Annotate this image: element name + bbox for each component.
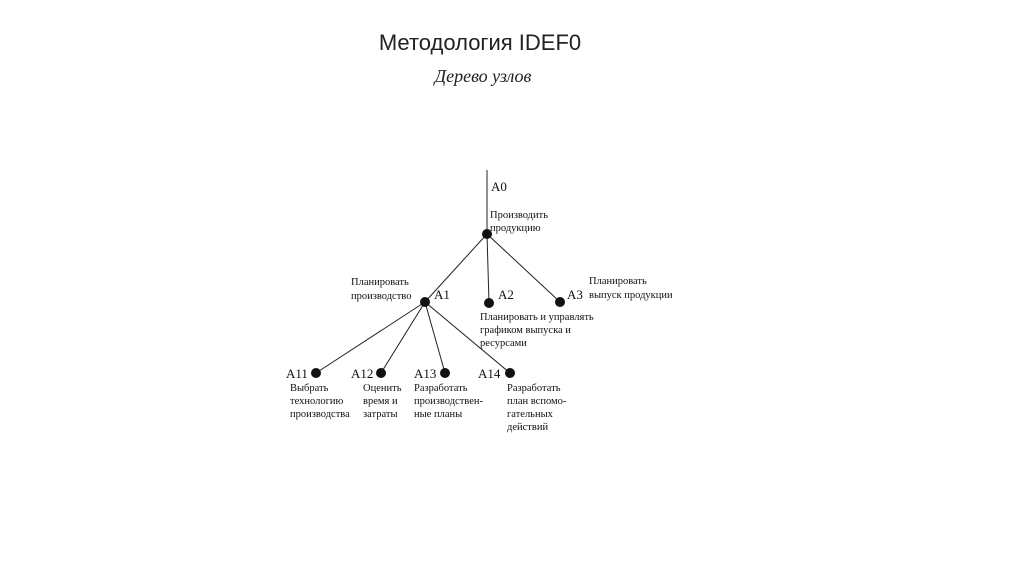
connector-a0-a2 [487,234,489,303]
node-a1 [420,297,430,307]
node-label-a3-line2: выпуск продукции [589,290,673,301]
node-label-a12-line3: затраты [363,409,398,420]
node-label-a14-line3: гательных [507,409,553,420]
node-a11 [311,368,321,378]
node-label-a13-line2: производствен- [414,396,483,407]
node-label-a12-line1: Оценить [363,383,402,394]
connector-a1-a11 [316,302,425,373]
node-a2 [484,298,494,308]
node-label-a1-line2: производство [351,291,412,302]
node-code-a14: A14 [478,366,501,381]
node-code-a0: A0 [491,179,507,194]
node-label-a3-line1: Планировать [589,276,647,287]
node-code-a12: A12 [351,366,374,381]
node-label-a2-line2: графиком выпуска и [480,325,571,336]
node-label-a14-line1: Разработать [507,383,561,394]
slide-title: Методология IDEF0 [378,30,582,55]
node-code-a11: A11 [286,366,308,381]
connector-a1-a12 [381,302,425,373]
node-label-a1-line1: Планировать [351,277,409,288]
node-code-a3: A3 [567,287,583,302]
node-code-a2: A2 [498,287,514,302]
node-code-a13: A13 [414,366,437,381]
node-label-a13-line1: Разработать [414,383,468,394]
node-code-a1: A1 [434,287,450,302]
node-label-a11-line1: Выбрать [290,383,329,394]
node-label-a11-line3: производства [290,409,350,420]
node-label-a13-line3: ные планы [414,409,463,420]
slide-subtitle: Дерево узлов [434,66,532,86]
node-label-a2-line3: ресурсами [480,338,527,349]
node-a12 [376,368,386,378]
node-a13 [440,368,450,378]
node-a14 [505,368,515,378]
node-label-a14-line2: план вспомо- [507,396,567,407]
node-label-a11-line2: технологию [290,396,344,407]
node-label-a2-line1: Планировать и управлять [480,312,594,323]
node-label-a0-line2: продукцию [490,223,541,234]
node-label-a0-line1: Производить [490,210,549,221]
node-label-a12-line2: время и [363,396,398,407]
node-a3 [555,297,565,307]
node-label-a14-line4: действий [507,422,549,433]
connector-a1-a13 [425,302,445,373]
